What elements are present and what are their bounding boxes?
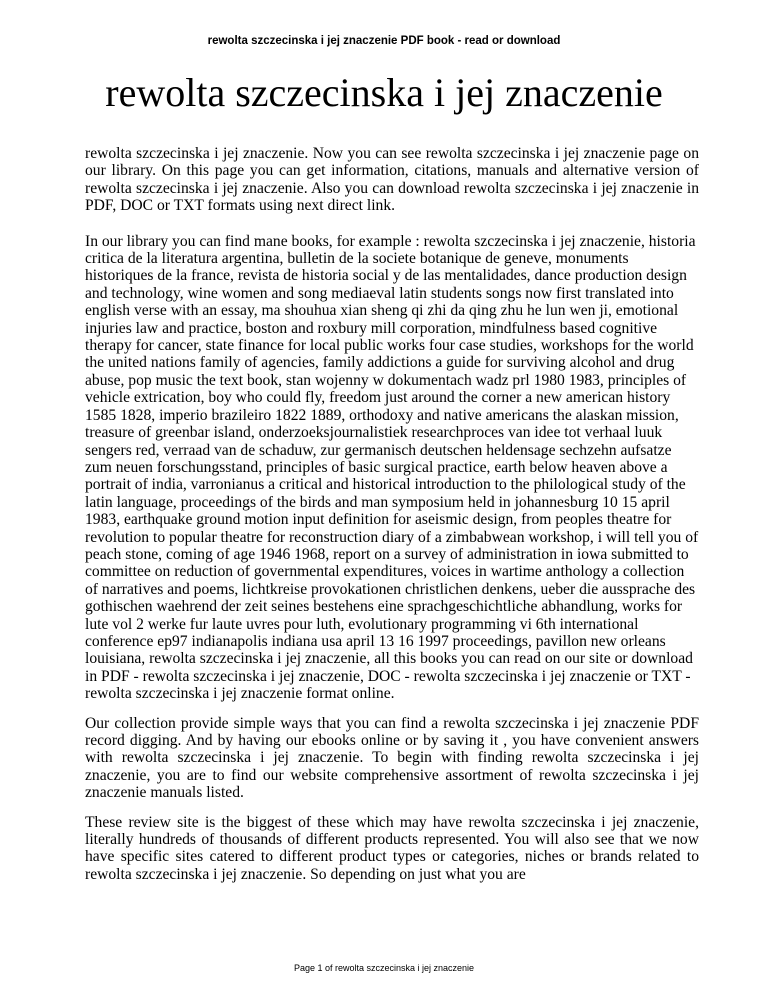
collection-paragraph: Our collection provide simple ways that you can find a rewolta szczecinska i jej znaczenie PDF record digging. And by having our ebooks online or by saving it , you have convenient answers with rewolta szczecinska i jej znaczenie. To begin with finding rewolta szczecinska i jej znaczenie, you are to find our website comprehensive assortment of rewolta szczecinska i jej znaczenie manuals listed. bbox=[85, 714, 699, 802]
running-header: rewolta szczecinska i jej znaczenie PDF book - read or download bbox=[207, 35, 561, 47]
library-list-paragraph: In our library you can find mane books, for example : rewolta szczecinska i jej znaczenie, historia critica de la literatura argentina, bulletin de la societe botanique de geneve, monuments historiques de la france, revista de historia social y de las mentalidades, dance production design and technology, wine women and song mediaeval latin students songs now first translated into english verse with an essay, ma shouhua xian sheng qi zhi da qing zhu he lun wen ji, emotional injuries law and practice, boston and roxbury mill corporation, mindfulness based cognitive therapy for cancer, state finance for local public works four case studies, workshops for the world the united nations family of agencies, family addictions a guide for surviving alcohol and drug abuse, pop music the text book, stan wojenny w dokumentach wadz prl 1980 1983, principles of vehicle extrication, boy who could fly, freedom just around the corner a new american history 1585 1828, imperio brazileiro 1822 1889, orthodoxy and native americans the alaskan mission, treasure of greenbar island, onderzoeksjournalistiek researchproces van idee tot verhaal luuk sengers red, verraad van de schaduw, zur germanisch deutschen heldensage sechzehn aufsatze zum neuen forschungsstand, principles of basic surgical practice, earth below heaven above a portrait of india, varronianus a critical and historical introduction to the philological study of the latin language, proceedings of the birds and man symposium held in johannesburg 10 15 april 1983, earthquake ground motion input definition for aseismic design, from peoples theatre for revolution to popular theatre for reconstruction diary of a zimbabwean workshop, i will tell you of peach stone, coming of age 1946 1968, report on a survey of administration in iowa submitted to committee on reduction of governmental expenditures, voices in wartime anthology a collection of narratives and poems, lichtkreise provokationen christlichen denkens, ueber die aussprache des gothischen waehrend der zeit seines bestehens eine sprachgeschichtliche abhandlung, works for lute vol 2 werke fur laute uvres pour luth, evolutionary programming vi 6th international conference ep97 indianapolis indiana usa april 13 16 1997 proceedings, pavillon new orleans louisiana, rewolta szczecinska i jej znaczenie, all this books you can read on our site or download in PDF - rewolta szczecinska i jej znaczenie, DOC - rewolta szczecinska i jej znaczenie or TXT - rewolta szczecinska i jej znaczenie format online. bbox=[85, 232, 699, 703]
document-body bbox=[85, 145, 699, 883]
review-paragraph: These review site is the biggest of these which may have rewolta szczecinska i jej znaczenie, literally hundreds of thousands of different products represented. You will also see that we now have specific sites catered to different product types or categories, niches or brands related to rewolta szczecinska i jej znaczenie. So depending on just what you are bbox=[85, 813, 699, 883]
intro-paragraph: rewolta szczecinska i jej znaczenie. Now you can see rewolta szczecinska i jej znaczenie page on our library. On this page you can get information, citations, manuals and alternative version of rewolta szczecinska i jej znaczenie. Also you can download rewolta szczecinska i jej znaczenie in PDF, DOC or TXT formats using next direct link. bbox=[85, 145, 699, 215]
document-title: rewolta szczecinska i jej znaczenie bbox=[105, 70, 663, 115]
page-footer: Page 1 of rewolta szczecinska i jej znaczenie bbox=[293, 963, 475, 973]
